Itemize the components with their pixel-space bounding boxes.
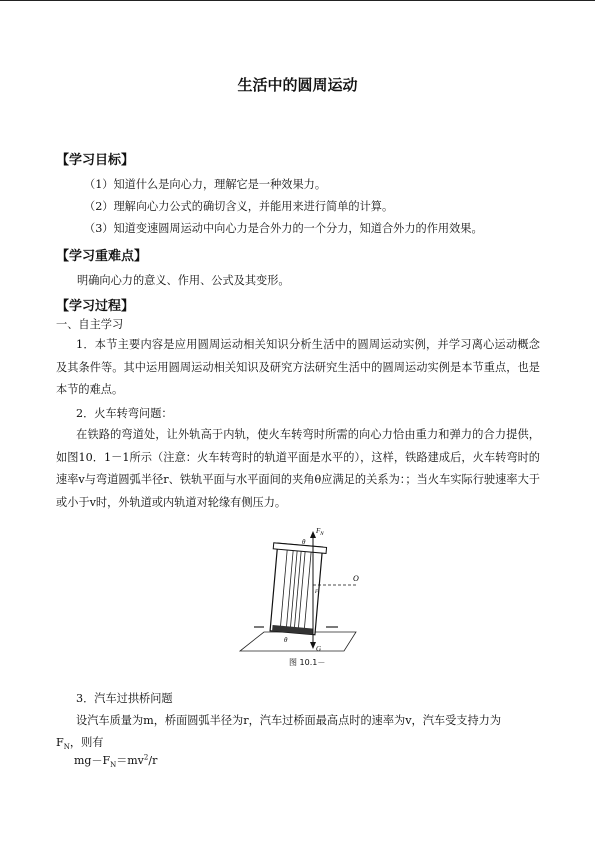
label-f: F: [315, 590, 319, 595]
train-turn-title: 2．火车转弯问题：: [76, 407, 173, 420]
label-g: G: [316, 645, 322, 653]
label-o: O: [353, 574, 359, 583]
formula-subscript: N: [110, 761, 117, 770]
formula-right: /r: [148, 754, 158, 767]
bridge-text-line-1: 设汽车质量为m，桥面圆弧半径为r，汽车过桥面最高点时的速率为v，汽车受支持力为: [76, 714, 502, 727]
train-turn-diagram: [234, 527, 360, 665]
section-self-study: 一、自主学习: [56, 318, 124, 331]
ground-plane: [240, 632, 356, 651]
train-body: [266, 543, 326, 635]
label-theta-bottom: θ: [284, 636, 288, 644]
paragraph-2: [56, 424, 540, 514]
bridge-text-tail: ，则有: [69, 736, 104, 749]
figure-caption: 图 10.1－: [289, 658, 326, 667]
goals-heading: 【学习目标】: [56, 153, 135, 168]
paragraph-1-text: 1．本节主要内容是应用圆周运动相关知识分析生活中的圆周运动实例，并学习离心运动概念及其条件等。其中运用圆周运动相关知识及研究方法研究生活中的圆周运动实例是本节重点，也是本节的难点。: [56, 338, 540, 396]
goal-item-2: （2）理解向心力公式的确切含义，并能用来进行简单的计算。: [84, 200, 394, 213]
key-points-heading: 【学习重难点】: [56, 249, 148, 264]
bridge-title: 3．汽车过拱桥问题: [76, 692, 173, 705]
page-title: 生活中的圆周运动: [237, 76, 358, 94]
paragraph-1: [56, 334, 540, 402]
fn-subscript: N: [63, 743, 70, 752]
fn-symbol: F: [56, 736, 64, 749]
paragraph-2-text: 在铁路的弯道处，让外轨高于内轨，使火车转弯时所需的向心力恰由重力和弹力的合力提供，如图10．1－1所示（注意：火车转弯时的轨道平面是水平的），这样，铁路建成后，火车转弯时的速率v与弯道圆弧半径r、铁轨平面与水平面间的夹角θ应满足的关系为：；当火车实际行驶速率大于或小于v时，外轨道或内轨道对轮缘有侧压力。: [56, 428, 540, 509]
goal-item-1: （1）知道什么是向心力，理解它是一种效果力。: [84, 178, 327, 191]
key-points-text: 明确向心力的意义、作用、公式及其变形。: [77, 274, 290, 287]
process-heading: 【学习过程】: [56, 299, 135, 314]
formula-mid: ＝mv: [116, 754, 144, 767]
top-rule: [0, 0, 595, 1]
label-theta-top: θ: [302, 538, 306, 546]
formula-left: mg－F: [74, 754, 111, 767]
formula-superscript: 2: [143, 753, 149, 762]
bridge-formula: [74, 752, 157, 769]
label-fn: $F_N$: [316, 527, 324, 537]
goal-item-3: （3）知道变速圆周运动中向心力是合外力的一个分力，知道合外力的作用效果。: [84, 222, 483, 235]
